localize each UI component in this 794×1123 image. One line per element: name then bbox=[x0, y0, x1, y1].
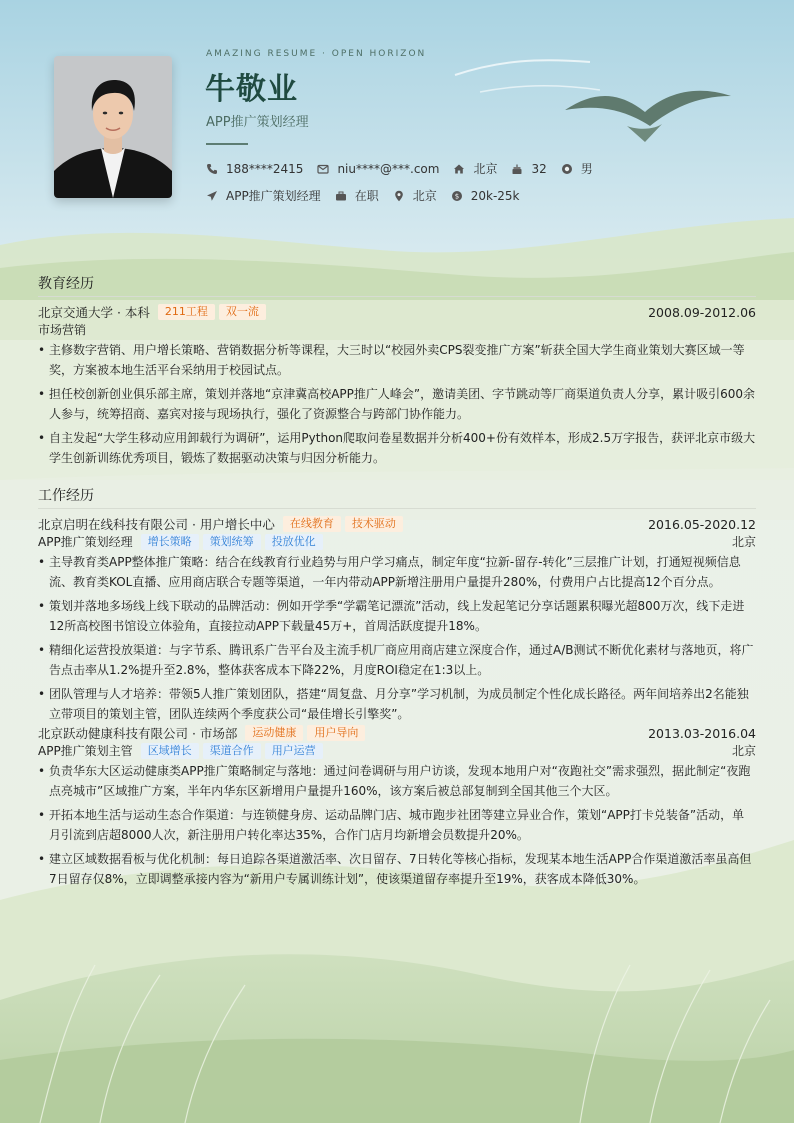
list-item: • 担任校创新创业俱乐部主席，策划并落地“京津冀高校APP推广人峰会”，邀请美团、字节跳动等厂商渠道负责人分享，累计吸引600余人参与，统筹招商、嘉宾对接与现场执行，强化了资源整合与跨部门协作能力。 bbox=[38, 384, 756, 424]
age-info bbox=[511, 162, 546, 176]
contact-row bbox=[206, 160, 607, 177]
home-value: 北京 bbox=[473, 162, 498, 176]
portrait-photo bbox=[54, 56, 172, 198]
status-value: 在职 bbox=[354, 189, 379, 203]
list-item: • 策划并落地多场线上线下联动的品牌活动：例如开学季“学霸笔记漂流”活动，线上发起笔记分享话题累积曝光超800万次，线下走进12所高校图书馆设立体验角，直接拉动APP下载量45万+，首周活跃度提升18%。 bbox=[38, 596, 756, 636]
briefcase-icon bbox=[335, 190, 347, 202]
job-entry-sub bbox=[38, 533, 756, 550]
email-icon bbox=[317, 163, 329, 175]
school-tag: 211工程 bbox=[158, 304, 215, 320]
role-tag: 渠道合作 bbox=[203, 743, 261, 759]
job-entry-sub bbox=[38, 742, 756, 759]
email-value: niu****@***.com bbox=[337, 161, 440, 176]
job-city: 北京 bbox=[731, 744, 756, 758]
phone-info bbox=[206, 162, 303, 176]
location-pin-icon bbox=[393, 190, 405, 202]
role-tag: 增长策略 bbox=[141, 534, 199, 550]
age-value: 32 bbox=[531, 161, 547, 176]
paper-plane-icon bbox=[206, 190, 218, 202]
gender-value: 男 bbox=[580, 162, 593, 176]
city-value: 北京 bbox=[412, 189, 437, 203]
list-item: • 自主发起“大学生移动应用卸载行为调研”，运用Python爬取问卷星数据并分析400+份有效样本，形成2.5万字报告，获评北京市级大学生创新训练优秀项目，锻炼了数据驱动决策与归因分析能力。 bbox=[38, 428, 756, 468]
role-tag: 投放优化 bbox=[265, 534, 323, 550]
job-entry-head bbox=[38, 515, 756, 533]
list-item: • 负责华东大区运动健康类APP推广策略制定与落地：通过问卷调研与用户访谈，发现本地用户对“夜跑社交”需求强烈，据此制定“夜跑点亮城市”区域推广方案，半年内华东区新增用户量提升160%，该方案后被总部复制到全国其他三个大区。 bbox=[38, 761, 756, 801]
phone-icon bbox=[206, 163, 218, 175]
list-item: • 建立区域数据看板与优化机制：每日追踪各渠道激活率、次日留存、7日转化等核心指标，发现某本地生活APP合作渠道激活率虽高但7日留存仅8%，立即调整承接内容为“新用户专属训练计划”，使该渠道留存率提升至19%，获客成本降低30%。 bbox=[38, 849, 756, 889]
company-name: 北京启明在线科技有限公司 · 用户增长中心 bbox=[38, 517, 275, 532]
school-name: 北京交通大学 · 本科 bbox=[38, 305, 150, 320]
city-info bbox=[393, 187, 437, 204]
avatar bbox=[54, 56, 172, 198]
education-entry-sub bbox=[38, 321, 756, 338]
company-tag: 用户导向 bbox=[307, 725, 365, 741]
job-bullets bbox=[38, 761, 756, 889]
list-item: • 主修数字营销、用户增长策略、营销数据分析等课程，大三时以“校园外卖CPS裂变推广方案”斩获全国大学生商业策划大赛区域一等奖，方案被本地生活平台采纳用于校园试点。 bbox=[38, 340, 756, 380]
status-info bbox=[335, 187, 379, 204]
phone-value: 188****2415 bbox=[226, 161, 304, 176]
position-info bbox=[206, 187, 321, 204]
title-underline bbox=[206, 143, 248, 145]
salary-info bbox=[451, 189, 520, 203]
gender-icon bbox=[561, 163, 573, 175]
company-name: 北京跃动健康科技有限公司 · 市场部 bbox=[38, 726, 238, 741]
list-item: • 开拓本地生活与运动生态合作渠道：与连锁健身房、运动品牌门店、城市跑步社团等建立异业合作，策划“APP打卡兑装备”活动，单月引流到店超8000人次，新注册用户转化率达35%，合作门店月均新增会员数提升20%。 bbox=[38, 805, 756, 845]
company-tag: 运动健康 bbox=[245, 725, 303, 741]
salary-value: 20k-25k bbox=[470, 188, 520, 203]
list-item: • 精细化运营投放渠道：与字节系、腾讯系广告平台及主流手机厂商应用商店建立深度合作，通过A/B测试不断优化素材与落地页，将广告点击率从1.2%提升至2.8%，整体获客成本下降22%，月度ROI稳定在1:3以上。 bbox=[38, 640, 756, 680]
company-tag: 在线教育 bbox=[283, 516, 341, 532]
cake-icon bbox=[511, 163, 523, 175]
job-bullets bbox=[38, 552, 756, 724]
role-tag: 区域增长 bbox=[141, 743, 199, 759]
gender-info bbox=[561, 160, 593, 177]
education-date: 2008.09-2012.06 bbox=[648, 304, 756, 320]
education-section bbox=[38, 273, 756, 472]
list-item: • 团队管理与人才培养：带领5人推广策划团队，搭建“周复盘、月分享”学习机制，为成员制定个性化成长路径。两年间培养出2名能独立带项目的策划主管，团队连续两个季度获公司“最佳增长引擎奖”。 bbox=[38, 684, 756, 724]
school-tag: 双一流 bbox=[219, 304, 266, 320]
job-entry-head bbox=[38, 724, 756, 742]
job-entry bbox=[38, 515, 756, 724]
home-icon bbox=[453, 163, 465, 175]
position-value: APP推广策划经理 bbox=[226, 189, 321, 203]
intent-row bbox=[206, 187, 534, 204]
role-tag: 策划统筹 bbox=[203, 534, 261, 550]
job-city: 北京 bbox=[731, 535, 756, 549]
job-date: 2016.05-2020.12 bbox=[648, 516, 756, 532]
money-icon bbox=[451, 190, 463, 202]
work-title: 工作经历 bbox=[38, 485, 756, 509]
job-date: 2013.03-2016.04 bbox=[648, 725, 756, 741]
education-title: 教育经历 bbox=[38, 273, 756, 297]
job-role: APP推广策划主管 bbox=[38, 744, 133, 758]
education-bullets bbox=[38, 340, 756, 468]
major: 市场营销 bbox=[38, 323, 87, 337]
home-info bbox=[453, 160, 497, 177]
bird-icon bbox=[565, 82, 731, 144]
svg-text:$: $ bbox=[454, 192, 459, 201]
role-tag: 用户运营 bbox=[265, 743, 323, 759]
email-info bbox=[317, 162, 439, 176]
work-section bbox=[38, 485, 756, 893]
job-title: APP推广策划经理 bbox=[206, 115, 309, 130]
company-tag: 技术驱动 bbox=[345, 516, 403, 532]
candidate-name: 牛敬业 bbox=[205, 72, 298, 107]
job-entry bbox=[38, 724, 756, 889]
job-role: APP推广策划经理 bbox=[38, 535, 133, 549]
education-entry-head bbox=[38, 303, 756, 321]
list-item: • 主导教育类APP整体推广策略：结合在线教育行业趋势与用户学习痛点，制定年度“拉新-留存-转化”三层推广计划，打通短视频信息流、教育类KOL直播、应用商店联合专题等渠道，一年内带动APP新增注册用户量提升280%，付费用户占比提高12个百分点。 bbox=[38, 552, 756, 592]
tagline: AMAZING RESUME · OPEN HORIZON bbox=[206, 49, 427, 59]
